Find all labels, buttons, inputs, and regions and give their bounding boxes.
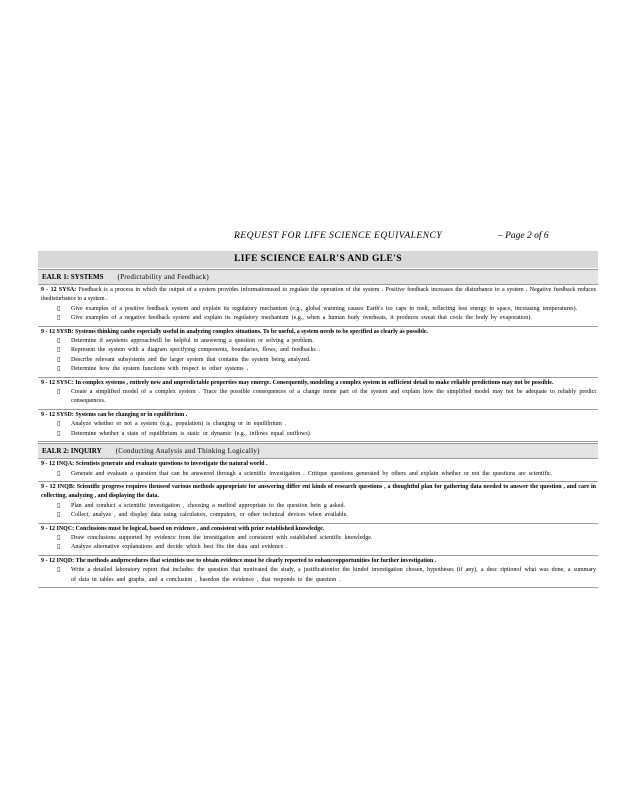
- bullet-icon: ▯: [57, 430, 61, 437]
- item-sysb-2: Represent the system with a diagram specifying components, boundaries, flows, and feedbacks .: [71, 347, 321, 354]
- request-title: REQUEST FOR LIFE SCIENCE EQUIVALENCY: [234, 231, 443, 241]
- item-sysb-1: Determine if asystems approachwill be helpful in answering a question or solving a problem.: [71, 338, 314, 345]
- code-inqa: 9 - 12 INQA:: [41, 461, 75, 468]
- bullet-icon: ▯: [57, 470, 61, 477]
- statement-sysd: Systems can be changing or in equilibrium .: [75, 411, 188, 418]
- item-sysa-2: Give examples of a negative feedback system and explain its regulatory mechanism (e.g., when a human body overheats, it produces sweat that cools the body by evaporation).: [71, 315, 532, 322]
- code-sysb: 9 - 12 SYSB:: [41, 328, 74, 335]
- ealr-1-label: EALR 1: SYSTEMS: [42, 273, 104, 281]
- statement-sysa: Feedback is a process in which the output of a system provides informationused to regulate the operation of the system . Positive feedback increases the disturbance to a system . Negative feedback reduces thedisturbance to a system .: [41, 287, 596, 303]
- bullet-icon: ▯: [57, 338, 61, 345]
- bullet-icon: ▯: [57, 502, 61, 509]
- ealr-2-heading: [38, 443, 598, 459]
- bullet-icon: ▯: [57, 366, 61, 373]
- standard-inqa: [38, 459, 598, 482]
- statement-inqa: Scientists generate and evaluate questions to investigate the natural world .: [75, 461, 268, 468]
- item-sysc-1: Create a simplified model of a complex system . Trace the possible consequences of a change inone part of the system and explain how the simplified model may not be adequate to reliably predict consequences.: [71, 389, 596, 405]
- statement-inqc: Conclusions must be logical, based on evidence , and consistent with prior established knowledge.: [75, 525, 325, 532]
- bullet-icon: ▯: [57, 315, 61, 322]
- ealr-2-label: EALR 2: INQUIRY: [42, 447, 102, 456]
- bullet-icon: ▯: [57, 356, 61, 363]
- item-sysd-1: Analyze whether or not a system (e.g., population) is changing or in equilibrium .: [71, 421, 287, 428]
- item-sysd-2: Determine whether a state of equilibrium is static or dynamic (e.g., inflows equal outflows).: [71, 430, 312, 437]
- page-header: [0, 231, 618, 245]
- ealr-1-subtitle: (Predictability and Feedback): [117, 273, 209, 281]
- bullet-icon: ▯: [57, 421, 61, 428]
- bullet-icon: ▯: [57, 534, 61, 541]
- item-inqb-1: Plan and conduct a scientific investigation , choosing a method appropriate to the question bein g asked.: [71, 502, 345, 509]
- ealr-2-subtitle: (Conducting Analysis and Thinking Logically): [115, 447, 260, 456]
- item-inqc-2: Analyze alternative explanations and decide which best fits the data and evidence .: [71, 544, 288, 551]
- standard-sysc: [38, 378, 598, 410]
- bullet-icon: ▯: [57, 512, 61, 519]
- bullet-icon: ▯: [57, 305, 61, 312]
- standard-sysd: [38, 410, 598, 442]
- bullet-icon: ▯: [57, 389, 61, 396]
- standard-inqd: [38, 556, 598, 588]
- code-sysa: 9 - 12 SYSA:: [41, 287, 77, 293]
- item-sysa-1: Give examples of a positive feedback system and explain its regulatory mechanism (e.g., global warming causes Earth's ice caps to melt, reflecting less energy to space, increasing temperatures).: [71, 305, 578, 312]
- statement-sysc: In complex systems , entirely new and unpredictable properties may emerge. Consequently, modeling a complex system in sufficient detail to make reliable predictions may not be possible.: [75, 379, 554, 386]
- table-title: LIFE SCIENCE EALR'S AND GLE'S: [38, 251, 598, 268]
- code-inqc: 9 - 12 INQC:: [41, 525, 75, 532]
- statement-inqb: Scientific progress requires theuseof various methods appropriate for answering differ ent kinds of research questions , a thoughtful plan for gathering data needed to answer the question , and care in collecting, analyzing , and displaying the data.: [41, 483, 597, 500]
- statement-inqd: The methods andprocedures that scientists use to obtain evidence must be clearly reported to enhanceopportunities for further investigation .: [75, 557, 437, 564]
- item-inqb-2: Collect, analyze , and display data using calculators, computers, or other technical devices when available.: [71, 512, 348, 519]
- standard-sysb: [38, 327, 598, 378]
- item-inqc-1: Draw conclusions supported by evidence from the investigation and consistent with established scientific knowledge.: [71, 534, 373, 541]
- code-inqd: 9 - 12 INQD:: [41, 557, 75, 564]
- item-inqa-1: Generate and evaluate a question that can be answered through a scientific investigation . Critique questions generated by others and explain whether or not the questions are scientific.: [71, 470, 553, 477]
- code-sysc: 9 - 12 SYSC:: [41, 379, 74, 386]
- bullet-icon: ▯: [57, 567, 61, 574]
- item-sysb-3: Describe relevant subsystems and the larger system that contains the system being analyzed.: [71, 356, 311, 363]
- item-sysb-4: Determine how the system functions with respect to other systems .: [71, 366, 249, 373]
- statement-sysb: Systems thinking canbe especially useful in analyzing complex situations. To be useful, a system needs to be specified as clearly as possible.: [75, 328, 429, 335]
- bullet-icon: ▯: [57, 544, 61, 551]
- standards-table: [38, 251, 598, 588]
- code-sysd: 9 - 12 SYSD:: [41, 411, 74, 418]
- item-inqd-1: Write a detailed laboratory report that includes: the question that motivated the study, a justificationfor the kindof investigation chosen, hypotheses (if any), a desc riptionof what was done, a summary of data in tables and graphs, and a conclusion , basedon the evidence , that responds to the question .: [71, 567, 596, 583]
- standard-sysa: [38, 285, 598, 327]
- bullet-icon: ▯: [57, 347, 61, 354]
- standard-inqc: [38, 524, 598, 556]
- standard-inqb: [38, 482, 598, 524]
- code-inqb: 9 - 12 INQB:: [41, 483, 75, 490]
- ealr-1-heading: [38, 269, 598, 285]
- page-number: – Page 2 of 6: [498, 231, 549, 241]
